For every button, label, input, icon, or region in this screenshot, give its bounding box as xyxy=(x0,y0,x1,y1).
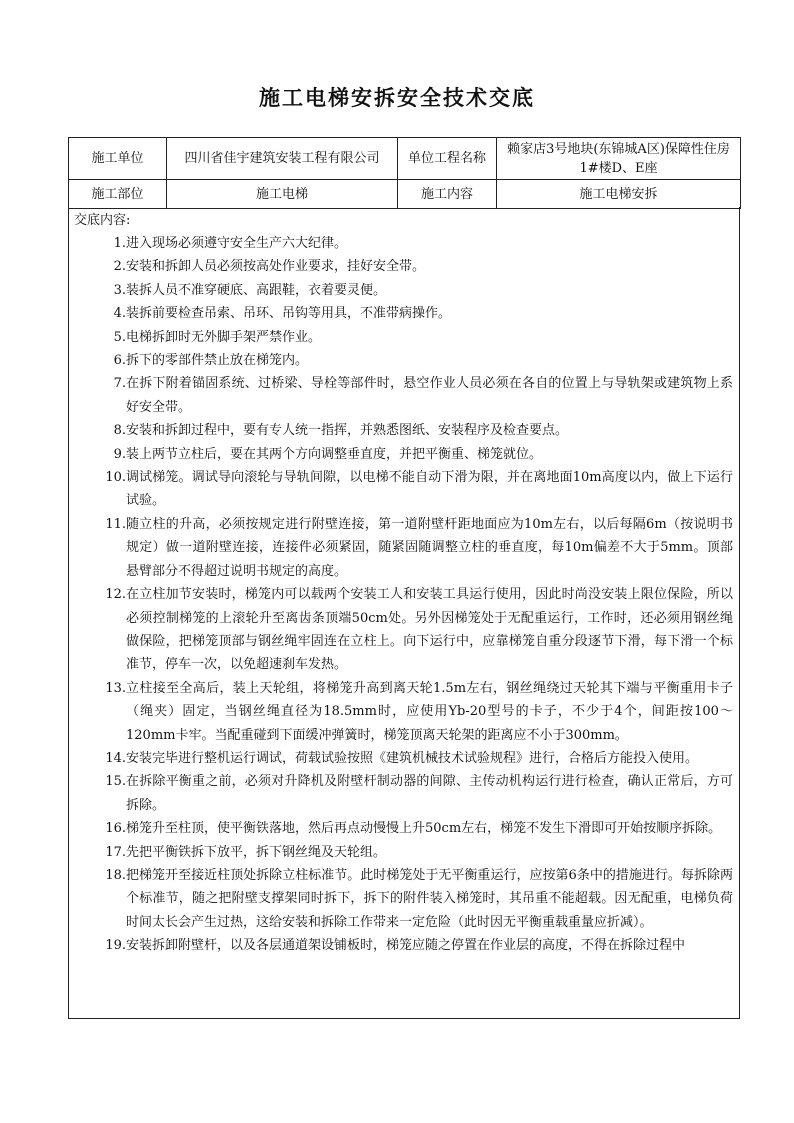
unit-label: 施工单位 xyxy=(69,138,167,180)
item-number: 3. xyxy=(113,282,126,298)
item-text: 随立柱的升高，必须按规定进行附壁连接，第一道附壁杆距地面应为10m左右，以后每隔6m（按说明书规定）做一道附壁连接，连接件必须紧固，随紧固随调整立柱的垂直度，每10m偏差不大于5mm。顶部悬臂部分不得超过说明书规定的高度。 xyxy=(126,516,733,579)
list-item xyxy=(69,349,739,372)
item-text: 电梯拆卸时无外脚手架严禁作业。 xyxy=(126,329,322,345)
item-text: 梯笼升至柱顶，使平衡铁落地，然后再点动慢慢上升50cm左右，梯笼不发生下滑即可开始按顺序拆除。 xyxy=(126,821,722,837)
document-title: 施工电梯安拆安全技术交底 xyxy=(259,86,535,110)
item-text: 进入现场必须遵守安全生产六大纪律。 xyxy=(126,236,348,251)
list-item xyxy=(69,279,739,302)
item-number: 14. xyxy=(105,750,126,766)
item-number: 12. xyxy=(105,587,126,603)
header-row-section xyxy=(69,180,741,209)
item-number: 11. xyxy=(105,516,126,532)
item-text: 安装拆卸附壁杆，以及各层通道架设铺板时，梯笼应随之停置在作业层的高度，不得在拆除过程中 xyxy=(126,938,686,954)
item-number: 9. xyxy=(113,446,126,462)
item-text: 在立柱加节安装时，梯笼内可以载两个安装工人和安装工具运行使用，因此时尚没安装上限位保险，所以必须控制梯笼的上滚轮升至离齿条顶端50cm处。另外因梯笼处于无配重运行，工作时，还必须用钢丝绳做保险，把梯笼顶部与钢丝绳牢固连在立柱上。向下运行中，应靠梯笼自重分段逐节下滑，每下滑一个标准节，停车一次，以免超速刹车发热。 xyxy=(126,587,733,673)
list-item xyxy=(69,513,739,583)
list-item xyxy=(69,747,739,770)
item-number: 6. xyxy=(113,353,126,369)
project-value: 赖家店3号地块(东锦城A区)保障性住房1#楼D、E座 xyxy=(497,138,741,180)
list-item xyxy=(69,817,739,840)
item-text: 装拆人员不准穿硬底、高跟鞋，衣着要灵便。 xyxy=(126,282,387,298)
item-number: 7. xyxy=(113,376,126,392)
section-value: 施工电梯 xyxy=(167,180,398,209)
item-text: 立柱接至全高后，装上天轮组，将梯笼升高到离天轮1.5m左右，钢丝绳绕过天轮其下端与平衡重用卡子（绳夹）固定，当钢丝绳直径为18.5mm时，应使用Yb-20型号的卡子，不少于4个，间距按100～120mm卡牢。当配重碰到下面缓冲弹簧时，梯笼顶离天轮架的距离应不小于300mm。 xyxy=(126,680,733,743)
project-label: 单位工程名称 xyxy=(398,138,497,180)
item-number: 1. xyxy=(113,236,126,251)
list-item xyxy=(69,934,739,957)
item-text: 装上两节立柱后，要在其两个方向调整垂直度，并把平衡重、梯笼就位。 xyxy=(126,446,543,462)
section-label: 施工部位 xyxy=(69,180,167,209)
disclosure-content xyxy=(68,207,740,1019)
item-number: 8. xyxy=(113,423,126,439)
item-text: 调试梯笼。调试导向滚轮与导轨间隙，以电梯不能自动下滑为限，并在离地面10m高度以内，做上下运行试验。 xyxy=(126,470,733,509)
item-text: 在拆除平衡重之前，必须对升降机及附壁杆制动器的间隙、主传动机构运行进行检查，确认正常后，方可拆除。 xyxy=(126,774,733,813)
item-text: 安装和拆卸人员必须按高处作业要求，挂好安全带。 xyxy=(126,259,426,275)
item-number: 15. xyxy=(105,774,126,790)
list-item xyxy=(69,841,739,864)
unit-value: 四川省佳宇建筑安装工程有限公司 xyxy=(167,138,398,180)
item-number: 18. xyxy=(105,867,126,883)
list-item xyxy=(69,255,739,278)
list-item xyxy=(69,583,739,677)
item-text: 把梯笼开至接近柱顶处拆除立柱标准节。此时梯笼处于无平衡重运行，应按第6条中的措施进行。每拆除两个标准节，随之把附壁支撑架同时拆下，拆下的附件装入梯笼时，其吊重不能超载。因无配重，电梯负荷时间太长会产生过热，这给安装和拆除工作带来一定危险（此时因无平衡重载重量应折减）。 xyxy=(126,867,733,930)
item-list xyxy=(69,232,739,958)
item-number: 13. xyxy=(105,680,126,696)
list-item xyxy=(69,443,739,466)
list-item xyxy=(69,302,739,325)
item-text: 先把平衡铁拆下放平，拆下钢丝绳及天轮组。 xyxy=(126,844,387,860)
item-number: 10. xyxy=(105,470,126,486)
header-table xyxy=(68,137,741,209)
content-label: 施工内容 xyxy=(398,180,497,209)
item-text: 安装完毕进行整机运行调试，荷载试验按照《建筑机械技术试验规程》进行，合格后方能投入使用。 xyxy=(126,750,699,766)
item-number: 5. xyxy=(113,329,126,345)
item-text: 拆下的零部件禁止放在梯笼内。 xyxy=(126,353,309,369)
item-text: 安装和拆卸过程中，要有专人统一指挥，并熟悉图纸、安装程序及检查要点。 xyxy=(126,423,569,439)
content-value: 施工电梯安拆 xyxy=(497,180,741,209)
item-number: 2. xyxy=(113,259,126,275)
list-item xyxy=(69,864,739,934)
list-item xyxy=(69,232,739,255)
list-item xyxy=(69,677,739,747)
list-item xyxy=(69,326,739,349)
list-item xyxy=(69,372,739,419)
disclosure-content-label: 交底内容: xyxy=(74,213,131,228)
item-number: 16. xyxy=(105,821,126,837)
list-item xyxy=(69,466,739,513)
item-text: 装拆前要检查吊索、吊环、吊钩等用具，不准带病操作。 xyxy=(126,306,452,322)
item-number: 17. xyxy=(105,844,126,860)
item-text: 在拆下附着锚固系统、过桥梁、导栓等部件时，悬空作业人员必须在各自的位置上与导轨架或建筑物上系好安全带。 xyxy=(126,376,733,415)
list-item xyxy=(69,770,739,817)
item-number: 19. xyxy=(105,938,126,954)
item-number: 4. xyxy=(113,306,126,322)
list-item xyxy=(69,419,739,442)
header-row-unit xyxy=(69,138,741,180)
